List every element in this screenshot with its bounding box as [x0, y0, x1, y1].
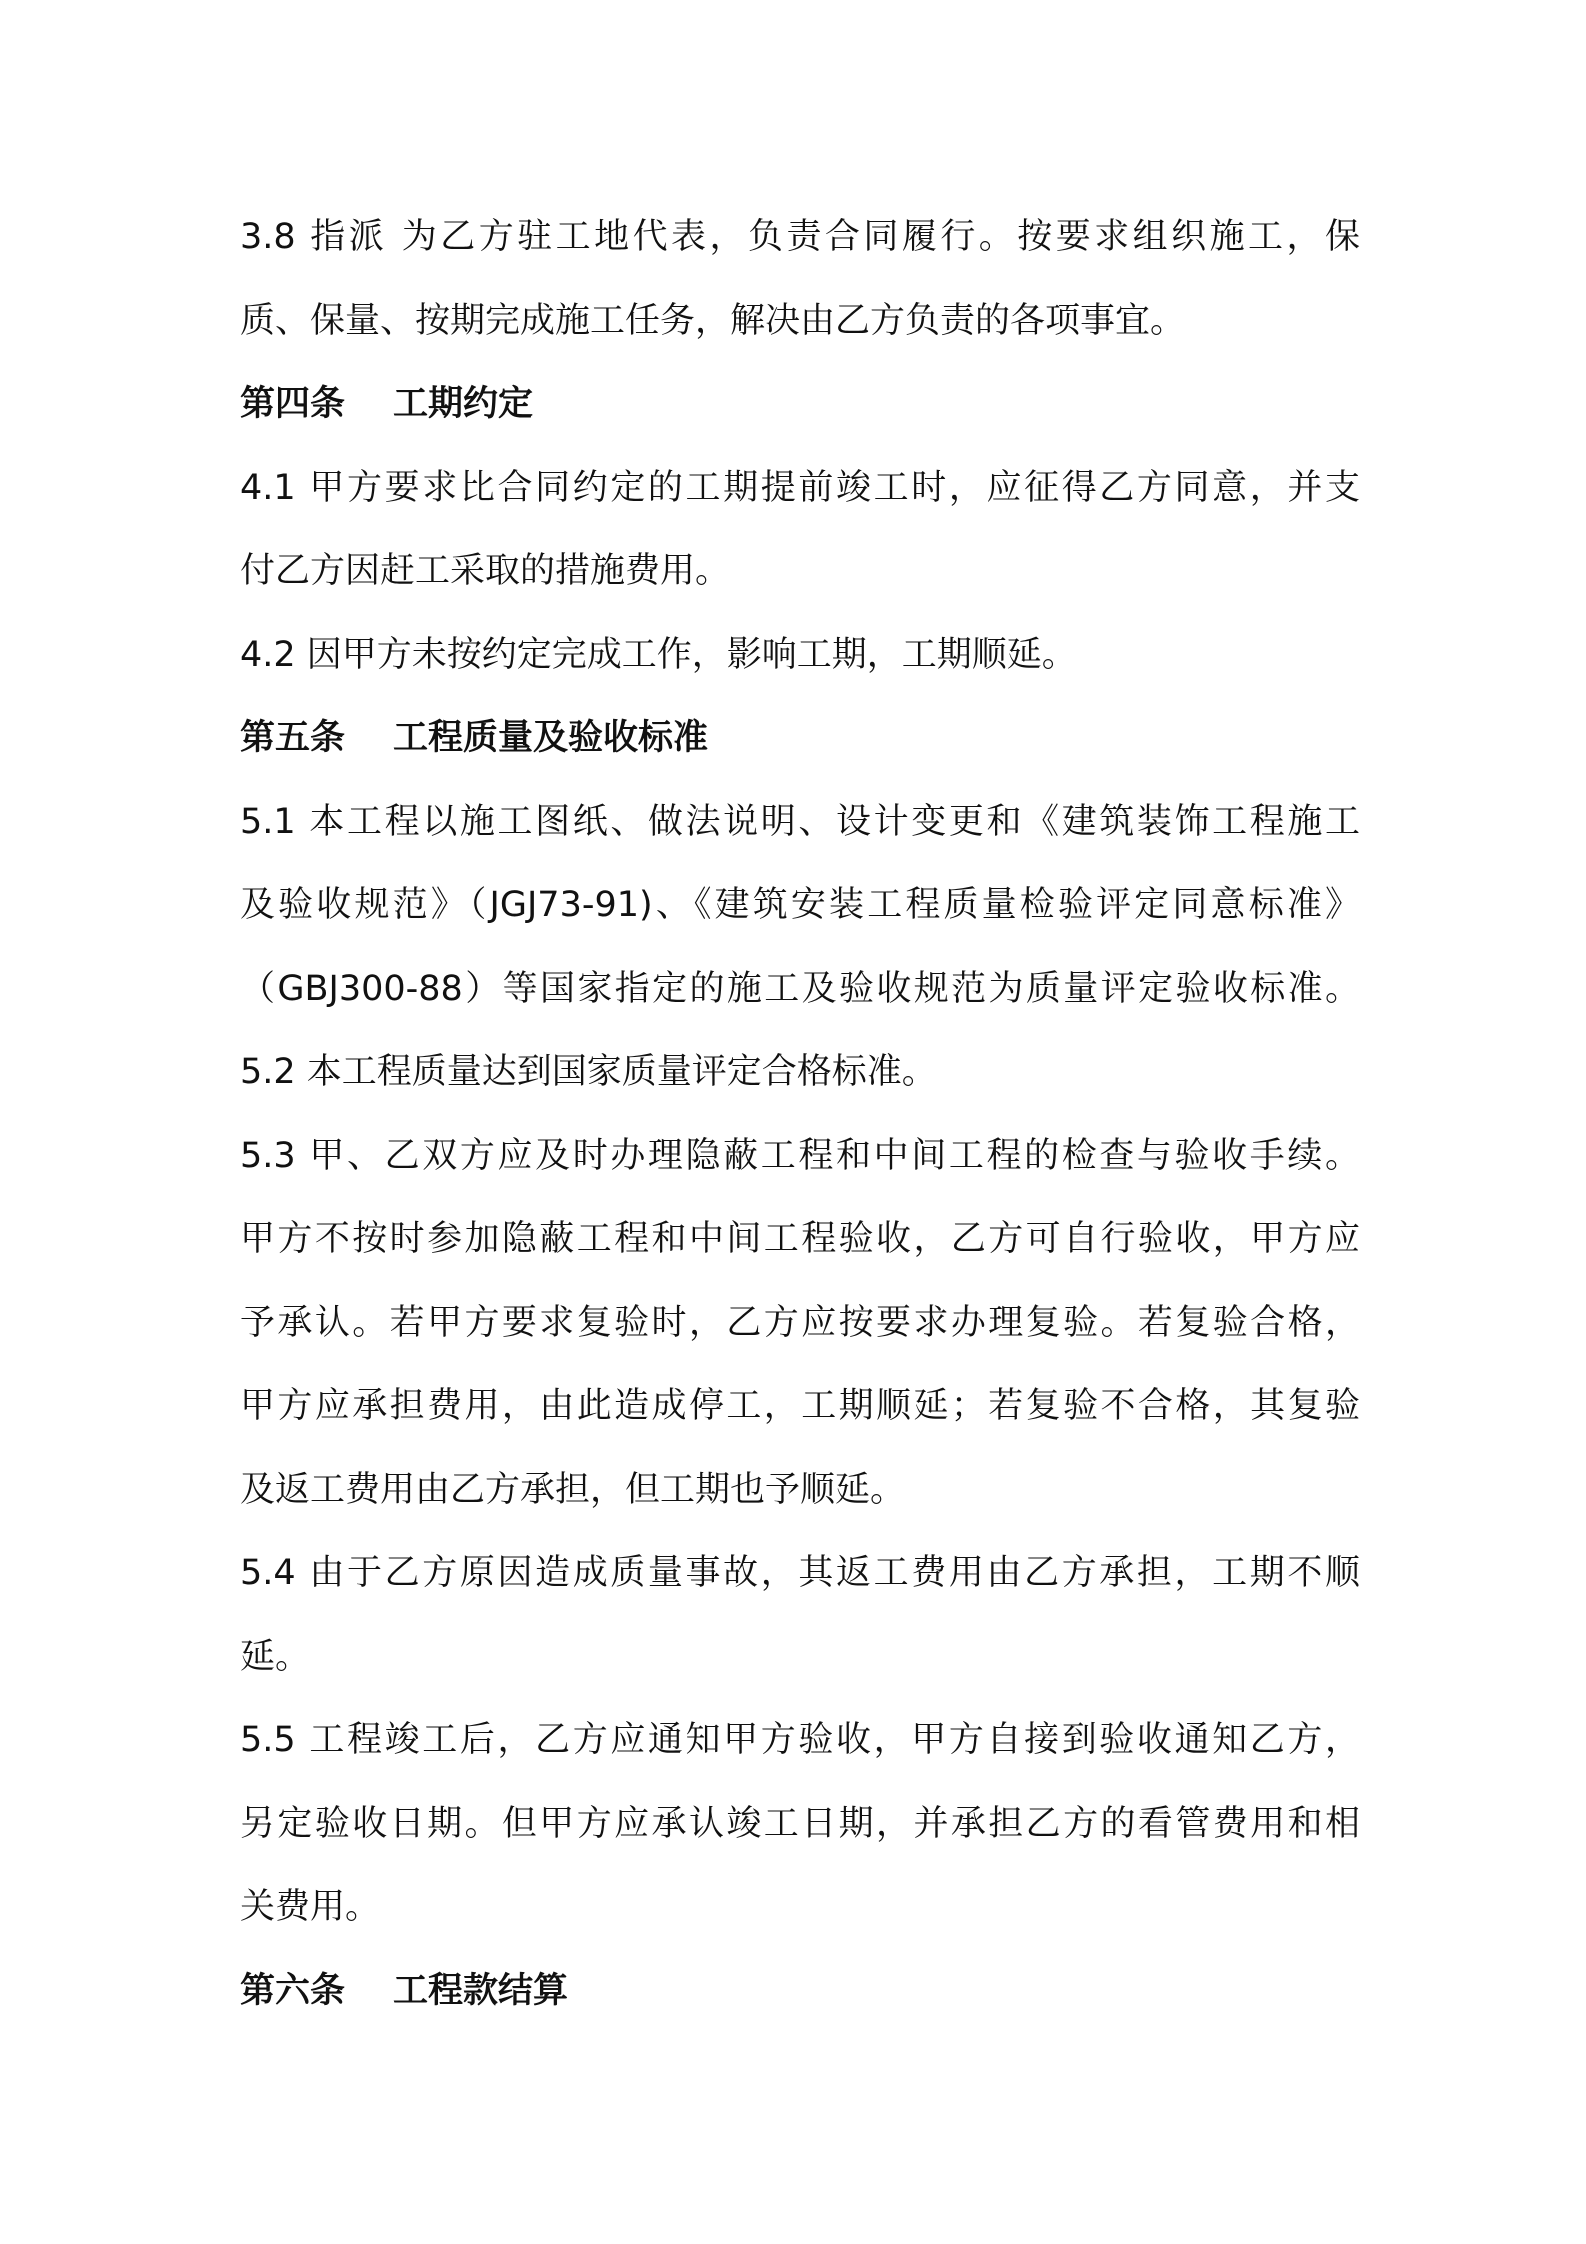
clause-5-3-line-4: 甲方应承担费用，由此造成停工，工期顺延；若复验不合格，其复验: [240, 1386, 1360, 1426]
document-body: [240, 196, 1360, 2033]
article-4-title: 工期约定: [393, 384, 534, 424]
article-4-heading: [240, 363, 1360, 447]
article-5-title: 工程质量及验收标准: [393, 718, 709, 758]
article-5-heading: [240, 697, 1360, 781]
clause-5-1-line-1: 5.1 本工程以施工图纸、做法说明、设计变更和《建筑装饰工程施工: [240, 801, 1360, 842]
clause-3-8-line-2: 质、保量、按期完成施工任务，解决由乙方负责的各项事宜。: [240, 300, 1186, 341]
clause-5-4-line-1: 5.4 由于乙方原因造成质量事故，其返工费用由乙方承担，工期不顺: [240, 1553, 1360, 1593]
clause-5-1-line-3: （GBJ300-88）等国家指定的施工及验收规范为质量评定验收标准。: [240, 968, 1360, 1009]
clause-5-3-line-2: 甲方不按时参加隐蔽工程和中间工程验收，乙方可自行验收，甲方应: [240, 1219, 1360, 1259]
article-6-number: 第六条: [240, 1970, 346, 2011]
clause-5-5-line-2: 另定验收日期。但甲方应承认竣工日期，并承担乙方的看管费用和相: [240, 1803, 1360, 1844]
clause-5-2: 5.2 本工程质量达到国家质量评定合格标准。: [240, 1052, 937, 1092]
article-6-title: 工程款结算: [393, 1970, 569, 2011]
clause-5-1-line-2: 及验收规范》（JGJ73-91)、《建筑安装工程质量检验评定同意标准》: [240, 885, 1360, 925]
clause-3-8-line-1: 3.8 指派 为乙方驻工地代表，负责合同履行。按要求组织施工，保: [240, 217, 1360, 257]
clause-5-3-line-5: 及返工费用由乙方承担，但工期也予顺延。: [240, 1469, 906, 1510]
clause-4-1-line-1: 4.1 甲方要求比合同约定的工期提前竣工时，应征得乙方同意，并支: [240, 467, 1360, 508]
clause-4-2: 4.2 因甲方未按约定完成工作，影响工期，工期顺延。: [240, 634, 1077, 675]
article-5-number: 第五条: [240, 718, 346, 758]
clause-4-1-line-2: 付乙方因赶工采取的措施费用。: [240, 551, 731, 591]
clause-5-3-line-1: 5.3 甲、乙双方应及时办理隐蔽工程和中间工程的检查与验收手续。: [240, 1135, 1360, 1176]
clause-5-5-line-1: 5.5 工程竣工后，乙方应通知甲方验收，甲方自接到验收通知乙方，: [240, 1720, 1360, 1760]
article-6-heading: [240, 1950, 1360, 2034]
clause-5-5-line-3: 关费用。: [240, 1887, 381, 1927]
article-4-number: 第四条: [240, 384, 346, 424]
clause-5-3-line-3: 予承认。若甲方要求复验时，乙方应按要求办理复验。若复验合格，: [240, 1302, 1360, 1343]
clause-5-4-line-2: 延。: [240, 1636, 311, 1677]
